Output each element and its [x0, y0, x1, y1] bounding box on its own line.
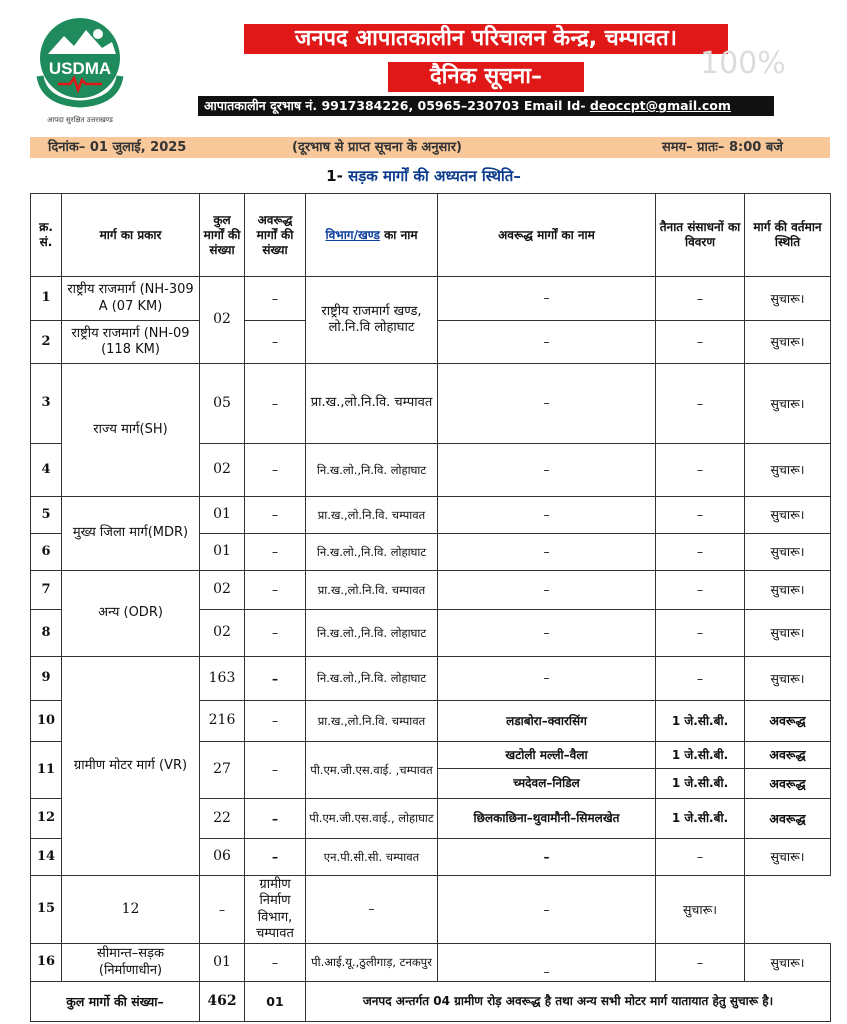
total-cell: 02 [200, 444, 245, 497]
status-cell: अवरूद्ध [745, 701, 831, 742]
dept-cell: एन.पी.सी.सी. चम्पावत [306, 839, 438, 876]
type-cell [62, 944, 200, 982]
sno-cell: 1 [31, 277, 62, 321]
table-row [31, 497, 831, 534]
dept-cell: ग्रामीण निर्माण विभाग, चम्पावत [245, 876, 306, 944]
col-dept [306, 194, 438, 277]
total-cell: 01 [200, 534, 245, 571]
road-name-cell: – [438, 571, 656, 610]
total-cell: 216 [200, 701, 245, 742]
sno-cell: 5 [31, 497, 62, 534]
resource-cell: – [656, 657, 745, 701]
status-cell: सुचारू। [745, 534, 831, 571]
usdma-logo [30, 14, 130, 126]
blocked-cell: – [245, 321, 306, 364]
total-cell: 02 [200, 571, 245, 610]
total-cell: 12 [62, 876, 200, 944]
sno-cell: 4 [31, 444, 62, 497]
blocked-cell: – [245, 364, 306, 444]
road-name-cell: च्मदेवल–निडिल [438, 769, 656, 799]
type-cell: राष्ट्रीय राजमार्ग (NH-09 (118 KM) [62, 321, 200, 364]
road-name-cell: – [438, 610, 656, 657]
sno-cell: 16 [31, 944, 62, 982]
type-cell: राज्य मार्ग(SH) [62, 364, 200, 497]
email-link[interactable]: deoccpt@gmail.com [589, 98, 731, 113]
sno-cell: 14 [31, 839, 62, 876]
col-blocked: अवरूद्ध मार्गों की संख्या [245, 194, 306, 277]
road-name-cell: – [438, 277, 656, 321]
blocked-cell: – [245, 444, 306, 497]
border-road-label: सीमान्त–सड़क [97, 946, 164, 962]
status-cell: सुचारू। [745, 944, 831, 982]
road-name-cell: – [306, 876, 438, 944]
col-status: मार्ग की वर्तमान स्थिति [745, 194, 831, 277]
status-cell: सुचारू। [745, 277, 831, 321]
status-cell: सुचारू। [745, 321, 831, 364]
road-name-cell: खटोली मल्ली–वैला [438, 742, 656, 769]
dept-cell: प्रा.ख.,लो.नि.वि. चम्पावत [306, 364, 438, 444]
total-cell: 22 [200, 799, 245, 839]
blocked-cell: – [245, 657, 306, 701]
section-title [0, 166, 847, 186]
sno-cell: 6 [31, 534, 62, 571]
dept-cell: नि.ख.लो.,नि.वि. लोहाघाट [306, 610, 438, 657]
section-heading: सड़क मार्गों की अध्यतन स्थिति– [348, 167, 521, 185]
resource-cell: – [656, 497, 745, 534]
blocked-cell: – [245, 799, 306, 839]
col-dept-rest: का नाम [379, 227, 418, 242]
road-name-cell: लडाबोरा–क्वारसिंग [438, 701, 656, 742]
type-cell: राष्ट्रीय राजमार्ग (NH-309 A (07 KM) [62, 277, 200, 321]
status-cell: अवरूद्ध [745, 799, 831, 839]
status-cell: सुचारू। [745, 657, 831, 701]
page-title: जनपद आपातकालीन परिचालन केन्द्र, चम्पावत। [244, 24, 728, 54]
dept-cell: पी.एम.जी.एस.वाई. ,चम्पावत [306, 742, 438, 799]
border-road-note: (निर्माणाधीन) [98, 962, 163, 978]
resource-cell: – [656, 534, 745, 571]
status-cell: सुचारू। [745, 610, 831, 657]
dept-cell: प्रा.ख.,लो.नि.वि. चम्पावत [306, 701, 438, 742]
report-date: दिनांक– 01 जुलाई, 2025 [48, 140, 187, 155]
resource-cell: – [656, 321, 745, 364]
resource-cell: – [656, 610, 745, 657]
dept-cell: पी.एम.जी.एस.वाई., लोहाघाट [306, 799, 438, 839]
sno-cell: 10 [31, 701, 62, 742]
road-status-table [30, 193, 831, 1022]
dept-cell: प्रा.ख.,लो.नि.वि. चम्पावत [306, 571, 438, 610]
dept-cell: नि.ख.लो.,नि.वि. लोहाघाट [306, 657, 438, 701]
table-row [31, 277, 831, 321]
resource-cell: 1 जे.सी.बी. [656, 701, 745, 742]
table-row [31, 944, 831, 982]
col-type: मार्ग का प्रकार [62, 194, 200, 277]
dept-cell: राष्ट्रीय राजमार्ग खण्ड, लो.नि.वि लोहाघाट [306, 277, 438, 364]
blocked-cell: – [245, 839, 306, 876]
dept-cell: पी.आई.यू.,ठुलीगाड़, टनकपुर [306, 944, 438, 982]
grand-total: 462 [200, 982, 245, 1022]
resource-cell: – [656, 839, 745, 876]
col-names: अवरूद्ध मार्गों का नाम [438, 194, 656, 277]
blocked-cell: – [245, 742, 306, 799]
date-bar [30, 137, 830, 158]
blocked-cell: – [200, 876, 245, 944]
blocked-cell: – [245, 571, 306, 610]
type-cell: अन्य (ODR) [62, 571, 200, 657]
total-cell: 163 [200, 657, 245, 701]
status-cell: सुचारू। [745, 364, 831, 444]
cloud-icon [93, 29, 103, 39]
type-cell: ग्रामीण मोटर मार्ग (VR) [62, 657, 200, 876]
resource-cell: 1 जे.सी.बी. [656, 769, 745, 799]
phone-line: आपातकालीन दूरभाष नं. 9917384226, 05965–230703 Email Id- [204, 98, 590, 113]
total-cell: 27 [200, 742, 245, 799]
col-dept-ul: विभाग/खण्ड [325, 227, 380, 242]
dept-cell: नि.ख.लो.,नि.वि. लोहाघाट [306, 444, 438, 497]
resource-cell: – [656, 944, 745, 982]
dept-cell: नि.ख.लो.,नि.वि. लोहाघाट [306, 534, 438, 571]
resource-cell: 1 जे.सी.बी. [656, 799, 745, 839]
road-name-cell: छिलकाछिना–थुवामौनी–सिमलखेत [438, 799, 656, 839]
summary-note: जनपद अन्तर्गत 04 ग्रामीण रोड़ अवरूद्ध है तथा अन्य सभी मोटर मार्ग यातायात हेतु सुचारू है। [306, 982, 831, 1022]
status-cell: सुचारू। [745, 497, 831, 534]
total-cell: 01 [200, 944, 245, 982]
total-cell: 02 [200, 610, 245, 657]
blocked-cell: – [245, 610, 306, 657]
road-name-cell: – [438, 839, 656, 876]
report-time: समय– प्रातः– 8:00 बजे [662, 140, 783, 155]
status-cell: सुचारू। [656, 876, 745, 944]
status-cell: सुचारू। [745, 839, 831, 876]
table-row [31, 876, 831, 944]
resource-cell: – [656, 444, 745, 497]
status-cell: सुचारू। [745, 444, 831, 497]
blocked-cell: – [245, 701, 306, 742]
blocked-cell: – [245, 497, 306, 534]
table-row [31, 657, 831, 701]
col-total: कुल मार्गों की संख्या [200, 194, 245, 277]
sno-cell: 15 [31, 876, 62, 944]
total-cell: 02 [200, 277, 245, 364]
sno-cell: 11 [31, 742, 62, 799]
road-name-cell: – [438, 944, 656, 982]
road-name-cell: – [438, 444, 656, 497]
resource-cell: – [656, 571, 745, 610]
table-row [31, 364, 831, 444]
sno-cell: 2 [31, 321, 62, 364]
total-cell: 01 [200, 497, 245, 534]
road-name-cell: – [438, 657, 656, 701]
logo-text: USDMA [48, 59, 112, 78]
sno-cell: 3 [31, 364, 62, 444]
resource-cell: 1 जे.सी.बी. [656, 742, 745, 769]
dept-cell: प्रा.ख.,लो.नि.वि. चम्पावत [306, 497, 438, 534]
grand-blocked: 01 [245, 982, 306, 1022]
total-cell: 05 [200, 364, 245, 444]
sno-cell: 8 [31, 610, 62, 657]
table-row [31, 571, 831, 610]
contact-bar [198, 96, 774, 116]
total-row [31, 982, 831, 1022]
resource-cell: – [438, 876, 656, 944]
status-cell: सुचारू। [745, 571, 831, 610]
type-cell: मुख्य जिला मार्ग(MDR) [62, 497, 200, 571]
status-cell: अवरूद्ध [745, 769, 831, 799]
col-resources: तैनात संसाधनों का विवरण [656, 194, 745, 277]
status-cell: अवरूद्ध [745, 742, 831, 769]
sno-cell: 7 [31, 571, 62, 610]
resource-cell: – [656, 277, 745, 321]
info-source: (दूरभाष से प्राप्त सूचना के अनुसार) [292, 140, 462, 155]
section-number: 1- [326, 167, 343, 185]
col-sno: क्र. सं. [31, 194, 62, 277]
table-header-row [31, 194, 831, 277]
road-name-cell: – [438, 364, 656, 444]
blocked-cell: – [245, 277, 306, 321]
blocked-cell: – [245, 534, 306, 571]
page-subtitle: दैनिक सूचना– [388, 62, 584, 92]
logo-tagline: आपदा सुरक्षित उत्तराखण्ड [47, 116, 113, 124]
total-cell: 06 [200, 839, 245, 876]
road-name-cell: – [438, 321, 656, 364]
sno-cell: 12 [31, 799, 62, 839]
blocked-cell: – [245, 944, 306, 982]
resource-cell: – [656, 364, 745, 444]
zoom-watermark: 100% [700, 46, 786, 81]
sno-cell: 9 [31, 657, 62, 701]
total-label: कुल मार्गो की संख्या– [31, 982, 200, 1022]
road-name-cell: – [438, 534, 656, 571]
road-name-cell: – [438, 497, 656, 534]
